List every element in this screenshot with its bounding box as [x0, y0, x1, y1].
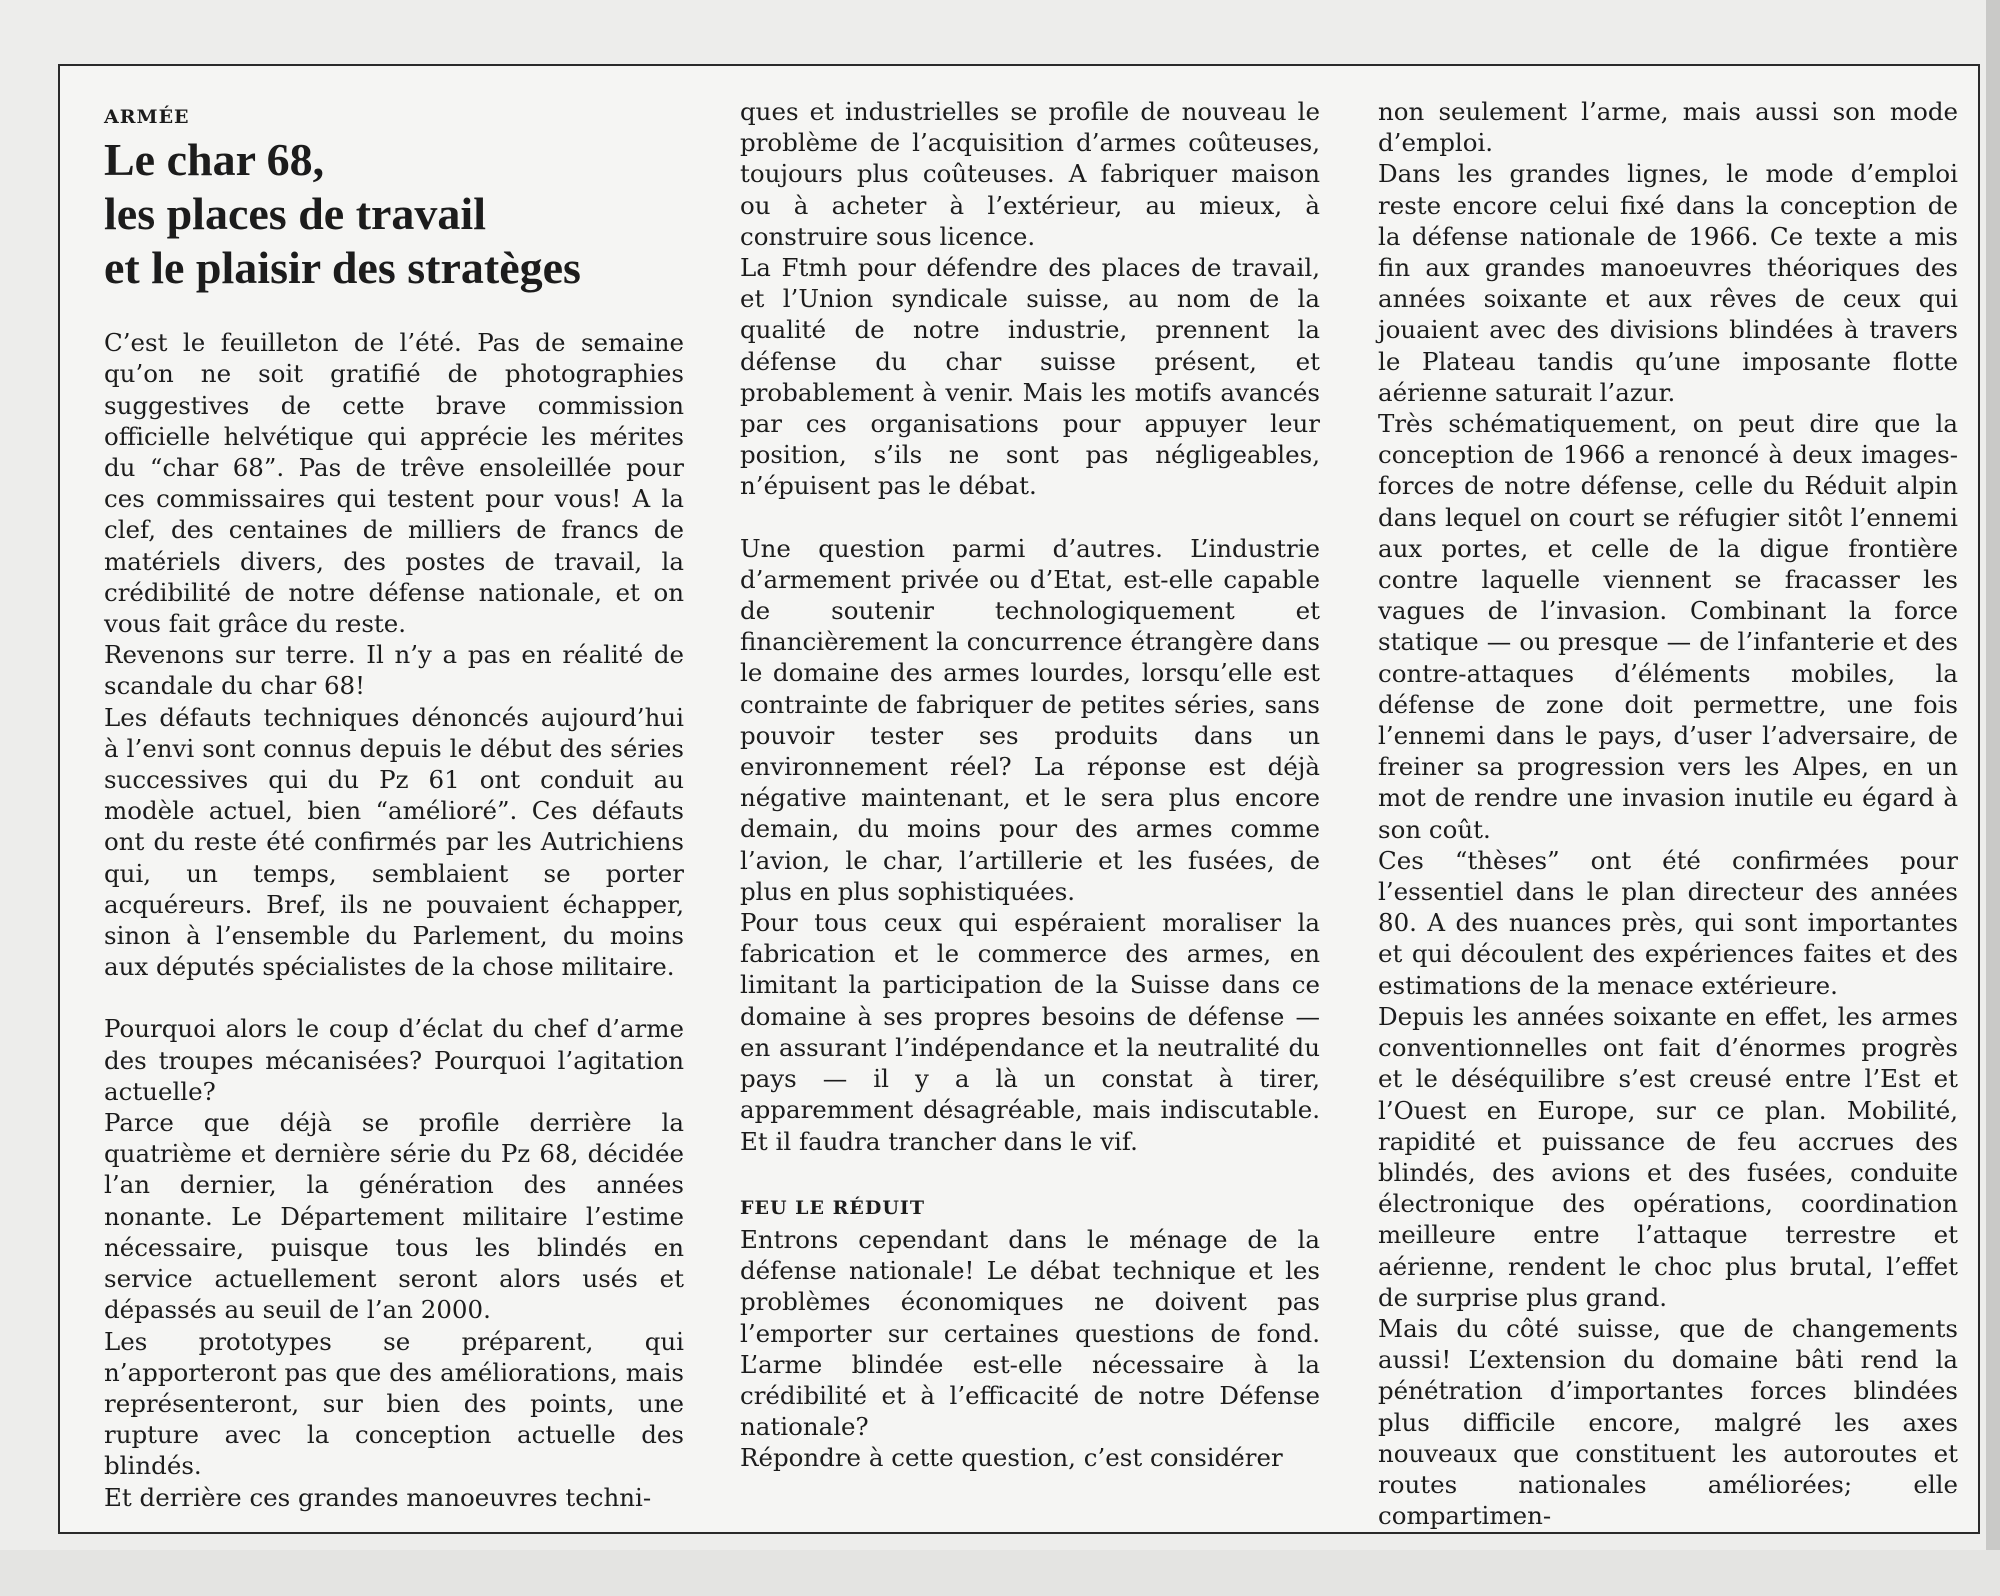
paragraph: Pourquoi alors le coup d’éclat du chef d’arme des troupes mécanisées? Pourquoi l’agitation actuelle? — [104, 1014, 684, 1106]
paragraph: C’est le feuilleton de l’été. Pas de semaine qu’on ne soit gratifié de photographies suggestives de cette brave commission officielle helvétique qui apprécie les mérites du “char 68”. Pas de trêve ensoleillée pour ces commissaires qui testent pour vous! A la clef, des centaines de milliers de francs de matériels divers, des postes de travail, la crédibilité de notre défense nationale, et on vous fait grâce du reste. — [104, 328, 684, 639]
headline-line-3: et le plaisir des stratèges — [104, 242, 581, 294]
paragraph: ques et industrielles se profile de nouveau le problème de l’acquisition d’armes coûteuses, toujours plus coûteuses. A fabriquer maison ou à acheter à l’extérieur, au mieux, à construire sous licence. — [740, 97, 1320, 251]
section-subhead: FEU LE RÉDUIT — [740, 1196, 925, 1219]
paragraph: non seulement l’arme, mais aussi son mode d’emploi. — [1378, 97, 1958, 158]
paragraph: Parce que déjà se profile derrière la quatrième et dernière série du Pz 68, décidée l’an dernier, la génération des années nonante. Le Département militaire l’estime nécessaire, puisque tous les blindés en service actuellement seront alors usés et dépassés au seuil de l’an 2000. — [104, 1108, 684, 1325]
column-3 — [1378, 96, 1958, 1531]
page-edge-shadow — [1986, 0, 2000, 1596]
paragraph: Une question parmi d’autres. L’industrie d’armement privée ou d’Etat, est-elle capable de soutenir technologiquement et financièrement la concurrence étrangère dans le domaine des armes lourdes, lorsqu’elle est contrainte de fabriquer de petites séries, sans pouvoir tester ses produits dans un environnement réel? La réponse est déjà négative maintenant, et le sera plus encore demain, du moins pour des armes comme l’avion, le char, l’artillerie et les fusées, de plus en plus sophistiquées. — [740, 533, 1320, 906]
headline-line-1: Le char 68, — [104, 134, 325, 186]
paragraph: Mais du côté suisse, que de changements aussi! L’extension du domaine bâti rend la pénétration d’importantes forces blindées plus difficile encore, malgré les axes nouveaux que constituent les autoroutes et routes nationales améliorées; elle compartimen- — [1378, 1313, 1958, 1531]
paragraph: Et derrière ces grandes manoeuvres techni- — [104, 1482, 652, 1512]
paragraph: Les défauts techniques dénoncés aujourd’hui à l’envi sont connus depuis le début des séries successives qui du Pz 61 ont conduit au modèle actuel, bien “amélioré”. Ces défauts ont du reste été confirmés par les Autrichiens qui, un temps, semblaient se porter acquéreurs. Bref, ils ne pouvaient échapper, sinon à l’ensemble du Parlement, du moins aux députés spécialistes de la chose militaire. — [104, 702, 684, 982]
column-1 — [104, 102, 684, 1513]
headline-line-2: les places de travail — [104, 188, 486, 240]
paragraph: Répondre à cette question, c’est considérer — [740, 1443, 1283, 1473]
paragraph: Pour tous ceux qui espéraient moraliser la fabrication et le commerce des armes, en limitant la participation de la Suisse dans ce domaine à ses propres besoins de défense — en assurant l’indépendance et la neutralité du pays — il y a là un constat à tirer, apparemment désagréable, mais indiscutable. Et il faudra trancher dans le vif. — [740, 908, 1320, 1156]
article-frame — [58, 64, 1980, 1534]
section-kicker: ARMÉE — [104, 106, 190, 128]
paragraph: Revenons sur terre. Il n’y a pas en réalité de scandale du char 68! — [104, 640, 684, 701]
paragraph: Très schématiquement, on peut dire que la conception de 1966 a renoncé à deux images-forces de notre défense, celle du Réduit alpin dans lequel on court se réfugier sitôt l’ennemi aux portes, et celle de la digue frontière contre laquelle viennent se fracasser les vagues de l’invasion. Combinant la force statique — ou presque — de l’infanterie et des contre-attaques d’éléments mobiles, la défense de zone doit permettre, une fois l’ennemi dans le pays, d’user l’adversaire, de freiner sa progression vers les Alpes, en un mot de rendre une invasion inutile eu égard à son coût. — [1378, 409, 1958, 844]
paragraph: Ces “thèses” ont été confirmées pour l’essentiel dans le plan directeur des années 80. A des nuances près, qui sont importantes et qui découlent des expériences faites et des estimations de la menace extérieure. — [1378, 845, 1958, 1000]
paragraph: Entrons cependant dans le ménage de la défense nationale! Le débat technique et les problèmes économiques ne doivent pas l’emporter sur certaines questions de fond. L’arme blindée est-elle nécessaire à la crédibilité et à l’efficacité de notre Défense nationale? — [740, 1224, 1320, 1442]
paragraph: Depuis les années soixante en effet, les armes conventionnelles ont fait d’énormes progrès et le déséquilibre s’est creusé entre l’Est et l’Ouest en Europe, sur ce plan. Mobilité, rapidité et puissance de feu accrues des blindés, des avions et des fusées, conduite électronique des opérations, coordination meilleure entre l’attaque terrestre et aérienne, rendent le choc plus brutal, l’effet de surprise plus grand. — [1378, 1001, 1958, 1312]
paragraph: Les prototypes se préparent, qui n’apporteront pas que des améliorations, mais représenteront, sur bien des points, une rupture avec la conception actuelle des blindés. — [104, 1326, 684, 1481]
column-2 — [740, 96, 1320, 1474]
article-headline — [104, 133, 684, 295]
paragraph: Dans les grandes lignes, le mode d’emploi reste encore celui fixé dans la conception de la défense nationale de 1966. Ce texte a mis fin aux grandes manoeuvres théoriques des années soixante et aux rêves de ceux qui jouaient avec des divisions blindées à travers le Plateau tandis qu’une imposante flotte aérienne saturait l’azur. — [1378, 159, 1958, 407]
page-bottom-margin — [0, 1550, 2000, 1596]
paragraph: La Ftmh pour défendre des places de travail, et l’Union syndicale suisse, au nom de la qualité de notre industrie, prennent la défense du char suisse présent, et probablement à venir. Mais les motifs avancés par ces organisations pour appuyer leur position, s’ils ne sont pas négligeables, n’épuisent pas le débat. — [740, 253, 1320, 501]
